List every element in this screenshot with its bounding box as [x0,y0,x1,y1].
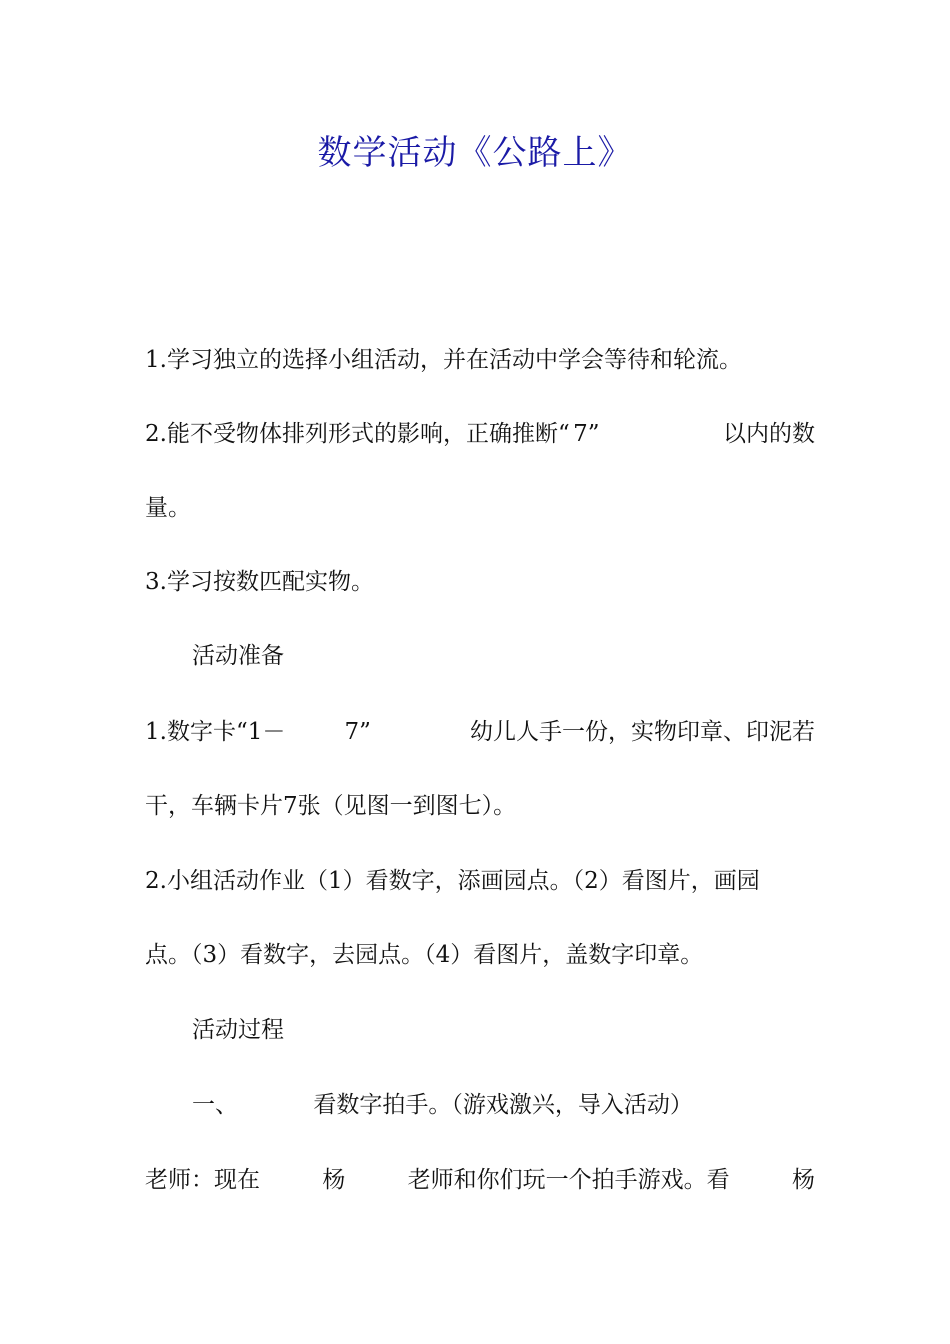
text-segment: 老师：现在 [145,1167,260,1193]
text-segment: 2.能不受物体排列形式的影响，正确推断“ [145,421,570,447]
text-segment: 1.学习独立的选择小组活动，并在活动中学会等待和轮流。 [145,347,742,373]
paragraph-line [145,1160,815,1200]
text-segment: 杨 [322,1167,346,1193]
paragraph-line [192,1085,815,1125]
text-segment: 量。 [145,495,191,521]
section-heading [192,636,815,676]
section-heading [192,1010,815,1050]
paragraph-line [145,935,815,975]
text-segment: 活动准备 [192,643,284,669]
paragraph-line [145,562,815,602]
text-segment: 7” [344,719,371,745]
text-segment: 2.小组活动作业（1）看数字，添画园点。（2）看图片，画园 [145,868,760,894]
paragraph-line [145,786,815,826]
text-segment: 看数字拍手。（游戏激兴，导入活动） [313,1092,693,1118]
text-segment: 7” [573,421,600,447]
paragraph-line [145,861,815,901]
paragraph-line [145,340,815,380]
text-segment: 点。（3）看数字，去园点。（4）看图片，盖数字印章。 [145,942,704,968]
paragraph-line [145,414,815,454]
paragraph-line [145,712,815,752]
document-title: 数学活动《公路上》 [317,133,633,173]
text-segment: 1.数字卡“1－ [145,719,286,745]
text-segment: 活动过程 [192,1017,284,1043]
text-segment: 幼儿人手一份，实物印章、印泥若 [470,719,815,745]
text-segment: 以内的数 [722,421,815,447]
text-segment: 老师和你们玩一个拍手游戏。看 [407,1167,730,1193]
text-segment: 杨 [791,1167,815,1193]
paragraph-line [145,488,815,528]
text-segment: 3.学习按数匹配实物。 [145,569,374,595]
text-segment: 一、 [192,1092,238,1118]
text-segment: 干，车辆卡片7张（见图一到图七）。 [145,793,517,819]
